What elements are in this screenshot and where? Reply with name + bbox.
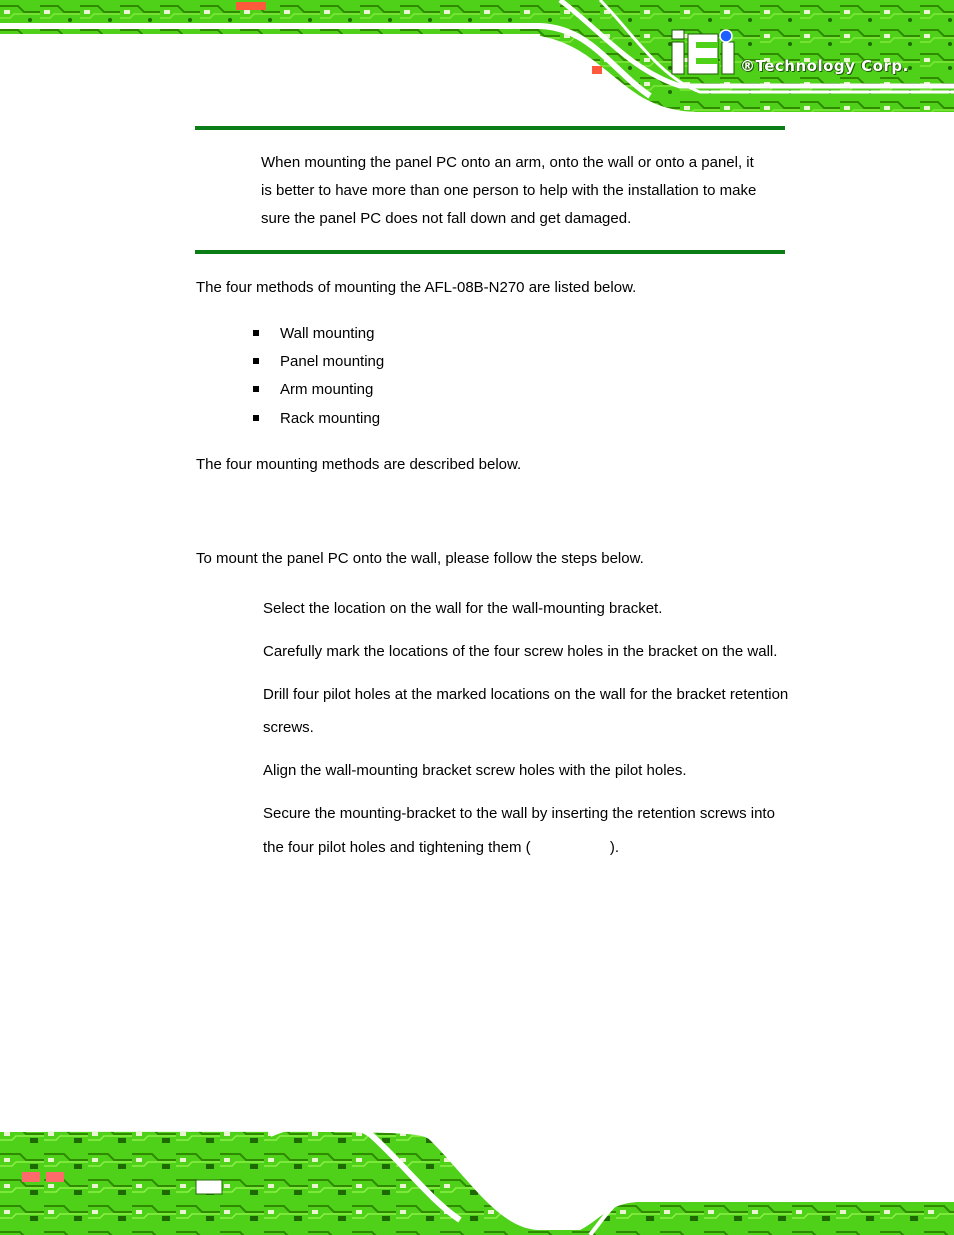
bullet-icon [253,386,259,392]
step-text: Select the location on the wall for the wall-mounting bracket. [263,600,663,617]
described-paragraph: The four mounting methods are described below. [196,456,522,473]
brand-tagline: ®Technology Corp. [740,57,909,75]
list-item: Panel mounting [280,353,385,370]
header-banner [0,0,954,112]
list-item: Rack mounting [280,410,381,427]
note-line: sure the panel PC does not fall down and get damaged. [261,210,632,227]
note-bottom-rule [195,250,785,254]
list-item: Wall mounting [280,325,375,342]
bullet-icon [253,415,259,421]
note-line: When mounting the panel PC onto an arm, onto the wall or onto a panel, it [261,154,754,171]
bullet-icon [253,358,259,364]
step-text: Drill four pilot holes at the marked locations on the wall for the bracket retention [263,686,789,703]
bullet-icon [253,330,259,336]
note-top-rule [195,126,785,130]
footer-banner [0,1120,954,1235]
step-text: the four pilot holes and tightening them ( ). [263,839,620,856]
iei-logo-icon [668,28,738,76]
step-text: Carefully mark the locations of the four screw holes in the bracket on the wall. [263,643,778,660]
note-line: is better to have more than one person to help with the installation to make [261,182,757,199]
intro-paragraph: The four methods of mounting the AFL-08B-N270 are listed below. [196,279,637,296]
wall-intro-paragraph: To mount the panel PC onto the wall, please follow the steps below. [196,550,644,567]
step-text: screws. [263,719,314,736]
step-text: Secure the mounting-bracket to the wall by inserting the retention screws into [263,805,775,822]
list-item: Arm mounting [280,381,374,398]
step-text: Align the wall-mounting bracket screw holes with the pilot holes. [263,762,687,779]
